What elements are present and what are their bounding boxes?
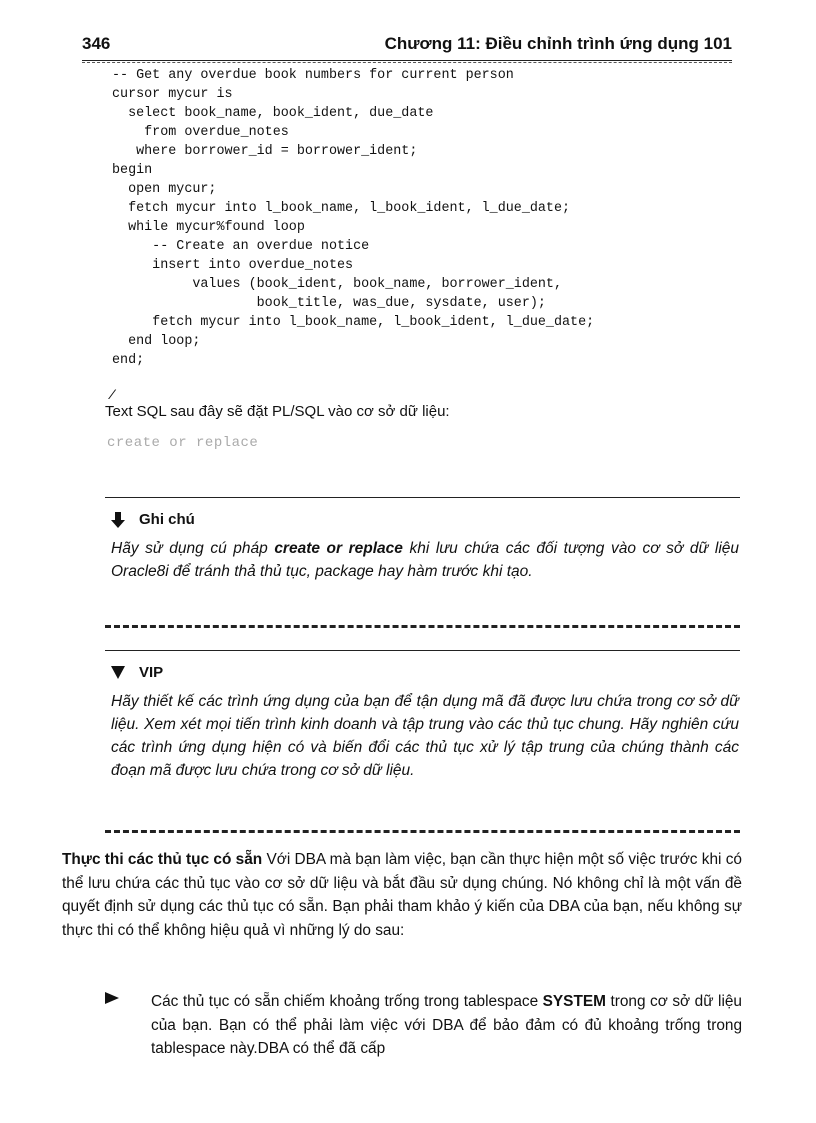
code-line: end;	[112, 353, 145, 368]
code-line: select book_name, book_ident, due_date	[112, 106, 434, 121]
right-triangle-icon	[105, 990, 119, 1006]
code-line: cursor mycur is	[112, 87, 233, 102]
chapter-title: Chương 11: Điều chỉnh trình ứng dụng 101	[384, 34, 732, 53]
code-line: fetch mycur into l_book_name, l_book_ident, l_due_date;	[112, 201, 571, 216]
code-line: -- Get any overdue book numbers for current person	[112, 68, 514, 83]
code-line: open mycur;	[112, 182, 217, 197]
page-header	[82, 30, 732, 61]
down-arrow-icon	[111, 512, 125, 528]
note-box	[105, 497, 740, 627]
code-line: values (book_ident, book_name, borrower_ident,	[112, 277, 562, 292]
vip-box	[105, 650, 740, 832]
note-title: Ghi chú	[139, 511, 195, 528]
code-line: fetch mycur into l_book_name, l_book_ident, l_due_date;	[112, 315, 595, 330]
code-line: begin	[112, 163, 153, 178]
note-text: Hãy sử dụng cú pháp create or replace khi lưu chứa các đối tượng vào cơ sở dữ liệu Oracle8i để tránh thả thủ tục, package hay hàm trước khi tạo.	[111, 540, 740, 580]
code-line: -- Create an overdue notice	[112, 239, 370, 254]
section-paragraph: Thực thi các thủ tục có sẵn Với DBA mà bạn làm việc, bạn cần thực hiện một số việc trước khi có thể lưu chứa các thủ tục vào cơ sở dữ liệu và bắt đầu sử dụng chúng. Nó không chỉ là một vấn đề quyết định sử dụng các thủ tục có sẵn. Bạn phải tham khảo ý kiến của DBA của bạn, nếu không sự thực thi có thể không hiệu quả vì những lý do sau:	[62, 851, 742, 939]
header-divider	[82, 62, 732, 63]
create-replace-code: create or replace	[107, 435, 259, 451]
bullet-text: Các thủ tục có sẵn chiếm khoảng trống trong tablespace SYSTEM trong cơ sở dữ liệu của bạn. Bạn có thể phải làm việc với DBA để bảo đảm có đủ khoảng trống trong tablespace này.DBA có thể đã cấp	[151, 993, 742, 1057]
sql-intro-text: Text SQL sau đây sẽ đặt PL/SQL vào cơ sở dữ liệu:	[105, 403, 450, 420]
code-line: from overdue_notes	[112, 125, 289, 140]
code-terminator: /	[108, 388, 116, 403]
note-top-rule	[105, 497, 740, 498]
note-bottom-rule	[105, 625, 740, 628]
vip-top-rule	[105, 650, 740, 651]
code-line: while mycur%found loop	[112, 220, 305, 235]
code-line: insert into overdue_notes	[112, 258, 354, 273]
down-triangle-icon	[111, 666, 125, 679]
vip-bottom-rule	[105, 830, 740, 833]
code-line: book_title, was_due, sysdate, user);	[112, 296, 546, 311]
bullet-keyword: SYSTEM	[542, 993, 606, 1010]
code-line: where borrower_id = borrower_ident;	[112, 144, 418, 159]
note-keyword: create or replace	[274, 540, 403, 557]
code-block	[112, 66, 752, 370]
vip-title: VIP	[139, 664, 164, 681]
vip-text: Hãy thiết kế các trình ứng dụng của bạn để tận dụng mã đã được lưu chứa trong cơ sở dữ liệu. Xem xét mọi tiến trình kinh doanh và tập trung vào các thủ tục chung. Hãy nghiên cứu các trình ứng dụng hiện có và biến đổi các thủ tục xử lý tập trung của chúng thành các đoạn mã được lưu chứa trong cơ sở dữ liệu.	[111, 693, 739, 779]
code-line: end loop;	[112, 334, 201, 349]
page-number: 346	[82, 34, 111, 53]
section-heading: Thực thi các thủ tục có sẵn	[62, 851, 263, 868]
